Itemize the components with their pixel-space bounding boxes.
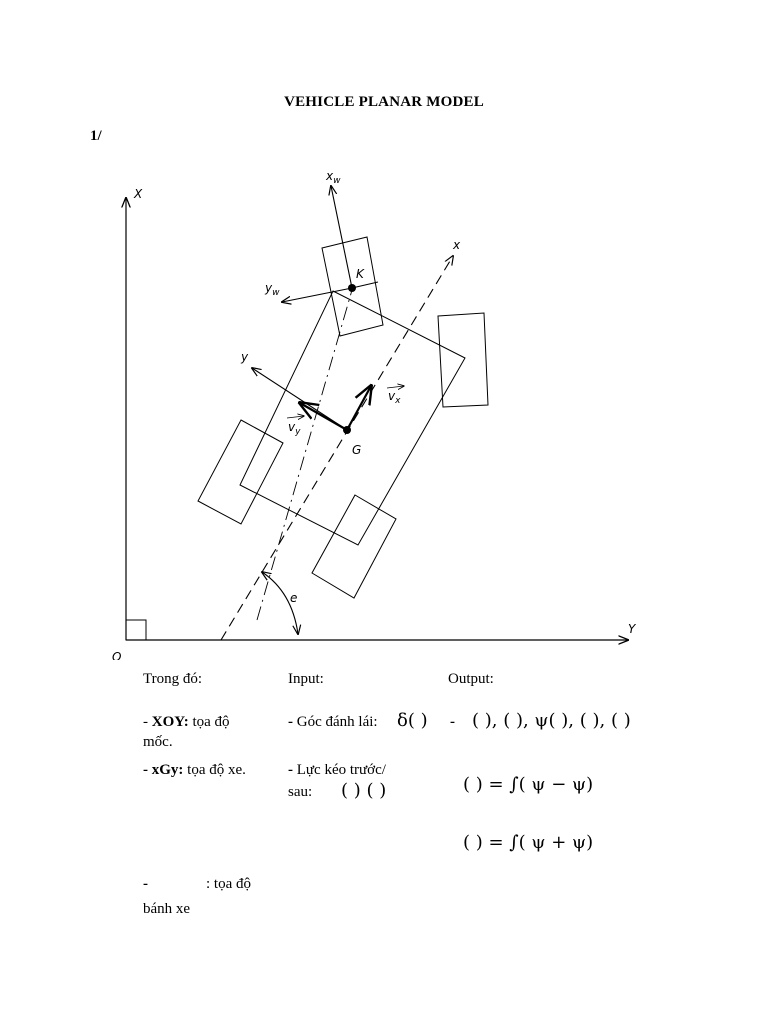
output-math-2: ( ) = ∫( ψ − ψ) (463, 774, 594, 795)
label-Y: Y (628, 622, 636, 636)
page-title: VEHICLE PLANAR MODEL (284, 94, 484, 110)
output-dash: - (450, 714, 455, 730)
xgy-definition: - xGy: tọa độ xe. (143, 762, 246, 778)
wheel-definition: : tọa độ (206, 876, 251, 892)
vx-vector (347, 386, 371, 430)
right-angle-marker (126, 620, 146, 640)
output-math-1: ( ), ( ), ψ( ), ( ), ( ) (472, 710, 631, 731)
point-k (348, 284, 356, 292)
col3-header: Output: (448, 671, 494, 687)
label-vy: $v_y$ (288, 420, 301, 437)
xoy-definition-cont: mốc. (143, 734, 173, 750)
vx-overbar (387, 386, 404, 388)
label-yw: $y_w$ (265, 281, 280, 298)
xoy-definition: - XOY: tọa độ (143, 714, 230, 730)
label-xw: $x_w$ (326, 169, 341, 186)
col1-header: Trong đó: (143, 671, 203, 687)
force-math: ( ) ( ) (341, 780, 387, 801)
rear-right-wheel (312, 495, 396, 598)
label-heading-angle: e (290, 591, 298, 605)
col2-header: Input: (288, 671, 324, 687)
vehicle-x-axis (221, 256, 453, 640)
vy-overbar (287, 416, 304, 418)
label-X: X (134, 187, 143, 201)
label-y: y (241, 350, 249, 364)
rear-left-wheel (198, 420, 283, 524)
point-g (343, 426, 351, 434)
vehicle-centerline (257, 290, 352, 620)
wheel-dash: - (143, 876, 148, 892)
force-input: - Lực kéo trước/ (288, 762, 386, 778)
steer-input: - Góc đánh lái: (288, 714, 378, 730)
label-O: O (112, 650, 122, 660)
output-math-3: ( ) = ∫( ψ + ψ) (463, 832, 594, 853)
force-input-cont: sau: (288, 784, 313, 800)
vy-vector (300, 403, 347, 430)
section-number: 1/ (90, 128, 102, 144)
label-vx: $v_x$ (388, 389, 401, 406)
label-x: x (453, 238, 461, 252)
wheel-axle (352, 282, 378, 288)
wheel-xw-axis (331, 186, 352, 288)
label-K: K (356, 267, 364, 281)
label-G: G (352, 443, 362, 457)
wheel-definition-cont: bánh xe (143, 901, 191, 917)
steer-math: δ( ) (397, 710, 428, 731)
